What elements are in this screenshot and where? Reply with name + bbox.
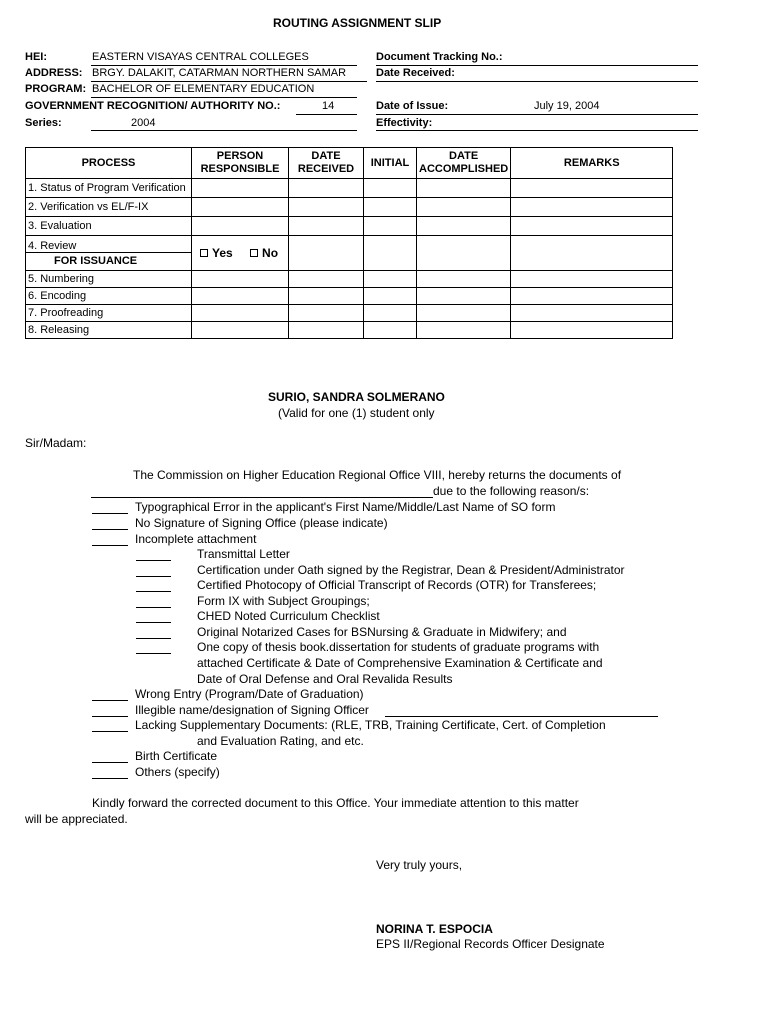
gov-recognition-underline xyxy=(296,114,357,115)
reason-no-signature: No Signature of Signing Office (please indicate) xyxy=(135,516,388,530)
reason-illegible: Illegible name/designation of Signing Officer xyxy=(135,703,369,717)
closing-line-1: Kindly forward the corrected document to this Office. Your immediate attention to this matter xyxy=(92,796,579,810)
attachment-blank[interactable] xyxy=(136,560,171,561)
reason-blank[interactable] xyxy=(92,529,128,530)
process-cell: 6. Encoding xyxy=(26,288,192,305)
attachment-blank[interactable] xyxy=(136,576,171,577)
date-received-cell[interactable] xyxy=(289,198,364,217)
hei-label: HEI: xyxy=(25,51,47,63)
header-text: RESPONSIBLE xyxy=(200,163,280,175)
table-row xyxy=(26,305,673,322)
person-cell[interactable] xyxy=(192,198,289,217)
date-accomplished-cell[interactable] xyxy=(417,305,511,322)
date-accomplished-cell[interactable] xyxy=(417,271,511,288)
process-cell: 1. Status of Program Verification xyxy=(26,179,192,198)
reason-blank[interactable] xyxy=(92,513,128,514)
attachment-blank[interactable] xyxy=(136,638,171,639)
attachment-certification: Certification under Oath signed by the Registrar, Dean & President/Administrator xyxy=(197,563,625,577)
process-cell: 7. Proofreading xyxy=(26,305,192,322)
reason-blank[interactable] xyxy=(92,716,128,717)
initial-cell[interactable] xyxy=(364,179,417,198)
attachment-thesis-1: One copy of thesis book.dissertation for students of graduate programs with xyxy=(197,640,600,654)
initial-cell[interactable] xyxy=(364,288,417,305)
person-cell[interactable] xyxy=(192,179,289,198)
remarks-cell[interactable] xyxy=(511,288,673,305)
address-label: ADDRESS: xyxy=(25,67,83,79)
attachment-blank[interactable] xyxy=(136,591,171,592)
intro-line-2: due to the following reason/s: xyxy=(433,484,590,498)
table-row xyxy=(26,322,673,339)
reason-typo: Typographical Error in the applicant's First Name/Middle/Last Name of SO form xyxy=(135,500,556,514)
review-label: 4. Review xyxy=(26,238,191,253)
person-responsible-header xyxy=(192,148,289,179)
process-table xyxy=(25,147,673,339)
remarks-cell[interactable] xyxy=(511,322,673,339)
series-label: Series: xyxy=(25,117,62,129)
remarks-cell[interactable] xyxy=(511,271,673,288)
initial-cell[interactable] xyxy=(364,305,417,322)
table-row xyxy=(26,217,673,236)
tracking-label: Document Tracking No.: xyxy=(376,51,503,63)
reason-wrong-entry: Wrong Entry (Program/Date of Graduation) xyxy=(135,687,364,701)
process-cell: 8. Releasing xyxy=(26,322,192,339)
header-text: DATE xyxy=(311,150,341,162)
header-text: ACCOMPLISHED xyxy=(419,163,509,175)
reason-blank[interactable] xyxy=(92,778,128,779)
attachment-blank[interactable] xyxy=(136,653,171,654)
date-accomplished-header xyxy=(417,148,511,179)
initial-cell[interactable] xyxy=(364,322,417,339)
for-issuance-label: FOR ISSUANCE xyxy=(54,255,138,267)
gov-recognition-value: 14 xyxy=(322,100,335,112)
person-cell[interactable] xyxy=(192,217,289,236)
date-accomplished-cell[interactable] xyxy=(417,198,511,217)
address-underline xyxy=(91,81,367,82)
gov-recognition-label: GOVERNMENT RECOGNITION/ AUTHORITY NO.: xyxy=(25,100,281,112)
remarks-cell[interactable] xyxy=(511,236,673,271)
table-row xyxy=(26,179,673,198)
date-received-cell[interactable] xyxy=(289,179,364,198)
header-text: RECEIVED xyxy=(297,163,355,175)
table-row xyxy=(26,271,673,288)
table-row-review xyxy=(26,236,673,271)
signatory-title: EPS II/Regional Records Officer Designate xyxy=(376,937,605,951)
reason-blank[interactable] xyxy=(92,762,128,763)
date-received-label: Date Received: xyxy=(376,67,455,79)
closing-line-2: will be appreciated. xyxy=(25,812,128,826)
program-value: BACHELOR OF ELEMENTARY EDUCATION xyxy=(92,83,315,95)
remarks-cell[interactable] xyxy=(511,179,673,198)
date-issue-label: Date of Issue: xyxy=(376,100,449,112)
initial-cell[interactable] xyxy=(364,217,417,236)
attachment-thesis-2: attached Certificate & Date of Comprehensive Examination & Certificate and xyxy=(197,656,603,670)
reason-incomplete: Incomplete attachment xyxy=(135,532,257,546)
date-received-header xyxy=(289,148,364,179)
initial-cell[interactable] xyxy=(364,236,417,271)
date-received-cell[interactable] xyxy=(289,288,364,305)
attachment-checklist: CHED Noted Curriculum Checklist xyxy=(197,609,380,623)
initial-cell[interactable] xyxy=(364,198,417,217)
reason-blank[interactable] xyxy=(92,545,128,546)
date-received-cell[interactable] xyxy=(289,322,364,339)
remarks-cell[interactable] xyxy=(511,217,673,236)
review-cell xyxy=(26,236,192,271)
hei-underline xyxy=(91,65,357,66)
reason-lacking-docs-2: and Evaluation Rating, and etc. xyxy=(197,734,364,748)
date-received-cell[interactable] xyxy=(289,305,364,322)
yes-label: Yes xyxy=(212,245,233,260)
attachment-notarized: Original Notarized Cases for BSNursing & Graduate in Midwifery; and xyxy=(197,625,567,639)
signatory-name: NORINA T. ESPOCIA xyxy=(376,922,493,936)
date-received-cell[interactable] xyxy=(289,217,364,236)
yes-no-cell xyxy=(192,236,289,271)
person-cell[interactable] xyxy=(192,322,289,339)
reason-lacking-docs-1: Lacking Supplementary Documents: (RLE, TRB, Training Certificate, Cert. of Completion xyxy=(135,718,606,732)
person-cell[interactable] xyxy=(192,305,289,322)
table-row xyxy=(26,198,673,217)
reason-blank[interactable] xyxy=(92,731,128,732)
date-issue-underline xyxy=(376,114,698,115)
person-cell[interactable] xyxy=(192,271,289,288)
date-accomplished-cell[interactable] xyxy=(417,322,511,339)
attachment-form-ix: Form IX with Subject Groupings; xyxy=(197,594,370,608)
intro-line-1: The Commission on Higher Education Regional Office VIII, hereby returns the documents of xyxy=(133,468,622,482)
date-issue-value: July 19, 2004 xyxy=(534,100,600,112)
student-validity-note: (Valid for one (1) student only xyxy=(278,406,435,420)
valediction: Very truly yours, xyxy=(376,858,463,872)
hei-value: EASTERN VISAYAS CENTRAL COLLEGES xyxy=(92,51,309,63)
program-label: PROGRAM: xyxy=(25,83,87,95)
date-accomplished-cell[interactable] xyxy=(417,179,511,198)
header-text: PERSON xyxy=(216,150,264,162)
process-header: PROCESS xyxy=(26,148,192,179)
remarks-header: REMARKS xyxy=(511,148,673,179)
effectivity-underline xyxy=(376,130,698,131)
reason-others: Others (specify) xyxy=(135,765,220,779)
attachment-blank[interactable] xyxy=(136,607,171,608)
student-name: SURIO, SANDRA SOLMERANO xyxy=(268,390,445,404)
date-received-cell[interactable] xyxy=(289,236,364,271)
person-cell[interactable] xyxy=(192,288,289,305)
initial-cell[interactable] xyxy=(364,271,417,288)
reason-birth-certificate: Birth Certificate xyxy=(135,749,218,763)
table-row xyxy=(26,288,673,305)
process-cell: 5. Numbering xyxy=(26,271,192,288)
address-value: BRGY. DALAKIT, CATARMAN NORTHERN SAMAR xyxy=(92,67,347,79)
date-received-cell[interactable] xyxy=(289,271,364,288)
initial-header: INITIAL xyxy=(364,148,417,179)
header-text: DATE xyxy=(449,150,479,162)
attachment-transmittal: Transmittal Letter xyxy=(197,547,290,561)
date-accomplished-cell[interactable] xyxy=(417,288,511,305)
date-accomplished-cell[interactable] xyxy=(417,236,511,271)
date-accomplished-cell[interactable] xyxy=(417,217,511,236)
remarks-cell[interactable] xyxy=(511,305,673,322)
remarks-cell[interactable] xyxy=(511,198,673,217)
tracking-underline xyxy=(376,65,698,66)
no-label: No xyxy=(262,245,279,260)
attachment-thesis-3: Date of Oral Defense and Oral Revalida Results xyxy=(197,672,453,686)
yes-checkbox[interactable] xyxy=(200,249,208,257)
program-underline xyxy=(91,97,357,98)
table-header-row xyxy=(26,148,673,179)
attachment-blank[interactable] xyxy=(136,622,171,623)
student-blank-line xyxy=(91,497,433,498)
process-cell: 2. Verification vs EL/F-IX xyxy=(26,198,192,217)
illegible-specify-line[interactable] xyxy=(385,716,658,717)
series-value: 2004 xyxy=(131,117,156,129)
effectivity-label: Effectivity: xyxy=(376,117,433,129)
date-received-underline xyxy=(376,81,698,82)
process-cell: 3. Evaluation xyxy=(26,217,192,236)
document-title: ROUTING ASSIGNMENT SLIP xyxy=(273,16,442,30)
series-underline xyxy=(91,130,357,131)
salutation: Sir/Madam: xyxy=(25,436,87,450)
no-checkbox[interactable] xyxy=(250,249,258,257)
reason-blank[interactable] xyxy=(92,700,128,701)
attachment-otr: Certified Photocopy of Official Transcript of Records (OTR) for Transferees; xyxy=(197,578,597,592)
